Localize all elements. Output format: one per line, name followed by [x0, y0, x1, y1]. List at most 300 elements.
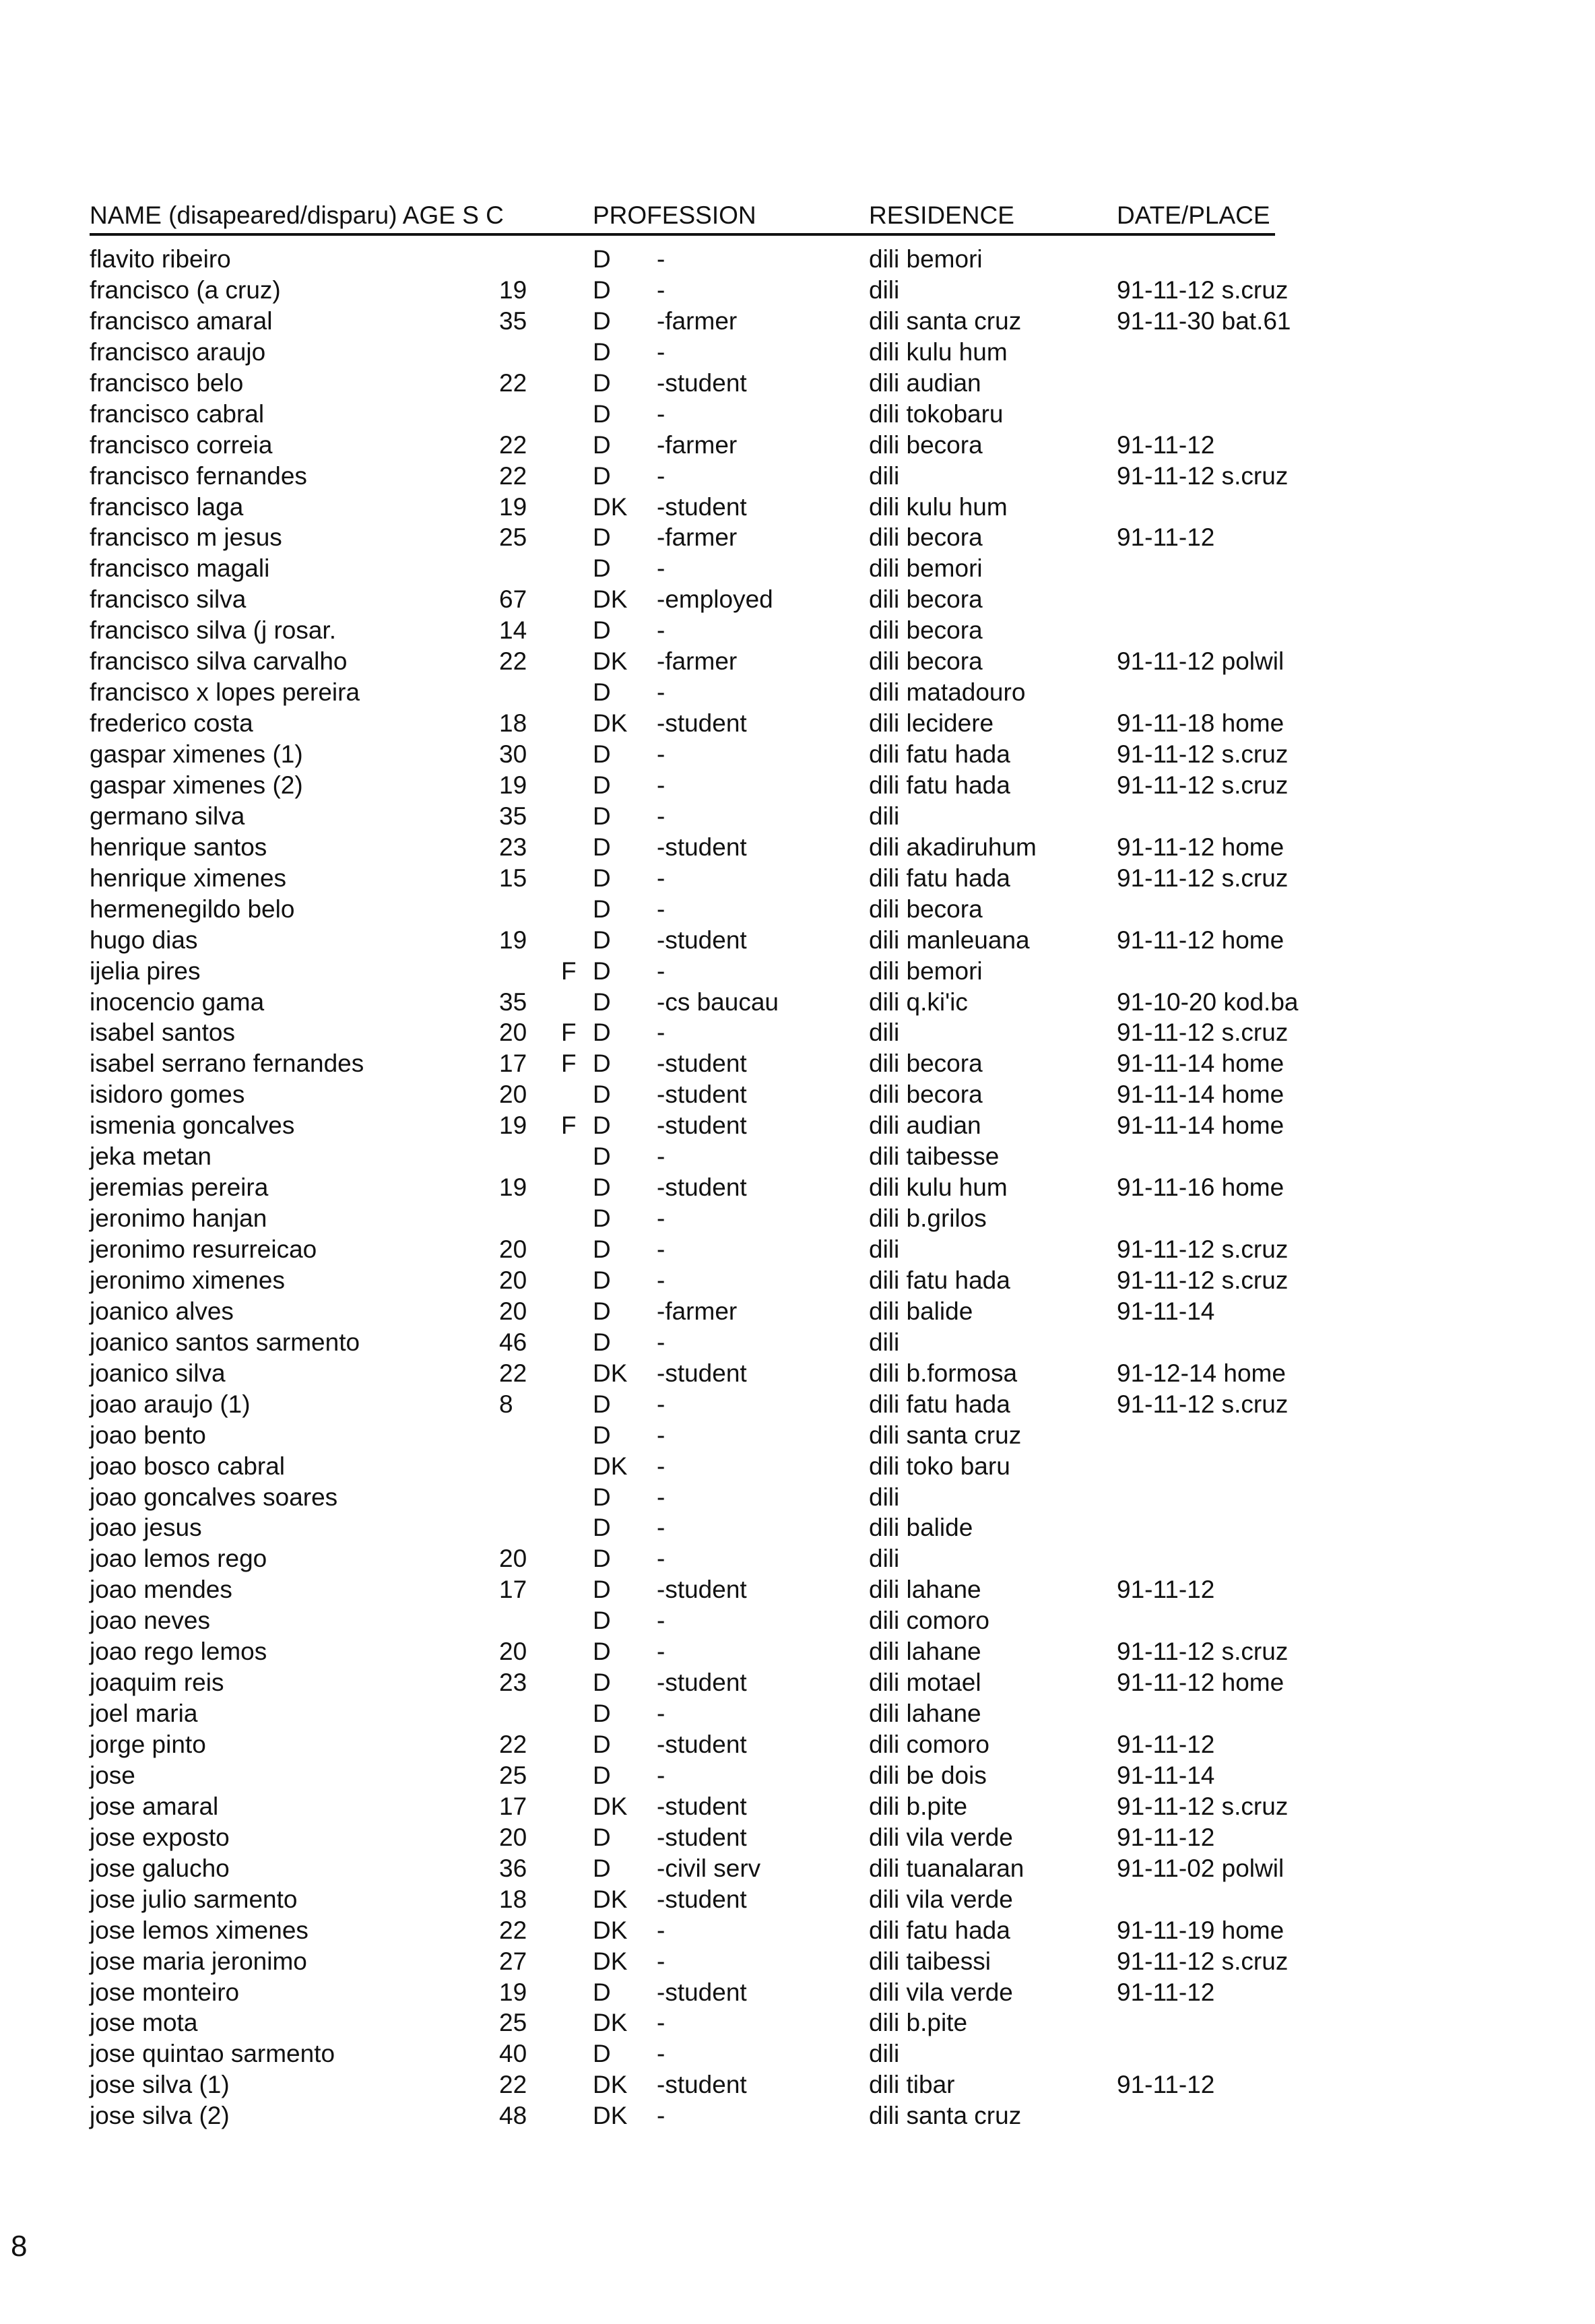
- table-row: [0, 337, 1595, 368]
- table-row: [0, 1358, 1595, 1389]
- table-row: [0, 615, 1595, 646]
- cell-code: D: [593, 1297, 611, 1325]
- cell-date-place: 91-11-12: [1117, 1823, 1215, 1851]
- cell-code: D: [593, 1761, 611, 1789]
- table-row: [0, 677, 1595, 708]
- cell-residence: dili lahane: [869, 1576, 981, 1604]
- cell-date-place: 91-11-14: [1117, 1761, 1215, 1789]
- cell-residence: dili: [869, 1019, 900, 1047]
- cell-profession: -: [657, 1421, 665, 1449]
- cell-profession: -: [657, 678, 665, 707]
- cell-date-place: 91-11-12: [1117, 1576, 1215, 1604]
- table-row: [0, 1760, 1595, 1791]
- cell-profession: -student: [657, 492, 747, 521]
- cell-age: 19: [499, 1111, 527, 1140]
- cell-code: DK: [593, 1947, 628, 1975]
- cell-date-place: 91-11-16 home: [1117, 1173, 1284, 1202]
- cell-residence: dili be dois: [869, 1761, 987, 1789]
- cell-residence: dili audian: [869, 1111, 981, 1140]
- cell-code: D: [593, 833, 611, 861]
- cell-residence: dili becora: [869, 430, 983, 459]
- cell-age: 22: [499, 1731, 527, 1758]
- cell-code: D: [593, 1266, 611, 1294]
- cell-profession: -: [657, 2102, 665, 2130]
- cell-profession: -: [657, 461, 665, 490]
- cell-age: 30: [499, 740, 527, 768]
- cell-profession: -student: [657, 1576, 747, 1604]
- cell-residence: dili taibessi: [869, 1947, 991, 1975]
- cell-code: D: [593, 1142, 611, 1171]
- cell-profession: -student: [657, 1080, 747, 1109]
- cell-profession: -: [657, 957, 665, 985]
- cell-code: D: [593, 1669, 611, 1697]
- cell-date-place: 91-11-12 s.cruz: [1117, 740, 1289, 768]
- cell-residence: dili vila verde: [869, 1978, 1013, 2006]
- cell-residence: dili matadouro: [869, 678, 1026, 707]
- cell-date-place: 91-11-12: [1117, 523, 1215, 552]
- cell-age: 22: [499, 430, 527, 459]
- cell-date-place: 91-11-12: [1117, 1731, 1215, 1758]
- cell-residence: dili: [869, 1328, 900, 1356]
- table-row: [0, 522, 1595, 553]
- cell-name: jeronimo ximenes: [90, 1266, 285, 1294]
- table-row: [0, 1203, 1595, 1234]
- cell-residence: dili tokobaru: [869, 399, 1004, 428]
- cell-residence: dili: [869, 1545, 900, 1573]
- cell-name: francisco fernandes: [90, 461, 307, 490]
- cell-code: D: [593, 1700, 611, 1728]
- cell-residence: dili becora: [869, 616, 983, 645]
- table-row: [0, 584, 1595, 615]
- cell-code: DK: [593, 1452, 628, 1480]
- cell-date-place: 91-11-12 home: [1117, 1669, 1284, 1697]
- cell-name: frederico costa: [90, 709, 253, 738]
- cell-code: D: [593, 276, 611, 304]
- table-row: [0, 306, 1595, 337]
- cell-age: 17: [499, 1792, 527, 1820]
- header-name-age-sex-code: NAME (disapeared/disparu) AGE S C: [90, 201, 504, 229]
- cell-residence: dili lahane: [869, 1638, 981, 1666]
- cell-profession: -: [657, 1916, 665, 1944]
- table-row: [0, 894, 1595, 925]
- cell-age: 27: [499, 1947, 527, 1975]
- cell-residence: dili: [869, 461, 900, 490]
- table-row: [0, 2069, 1595, 2100]
- cell-residence: dili kulu hum: [869, 492, 1008, 521]
- cell-name: joanico silva: [90, 1359, 226, 1387]
- cell-residence: dili lahane: [869, 1700, 981, 1728]
- cell-name: jose amaral: [90, 1792, 219, 1820]
- cell-date-place: 91-11-12 polwil: [1117, 647, 1284, 676]
- cell-residence: dili taibesse: [869, 1142, 1000, 1171]
- table-row: [0, 1791, 1595, 1822]
- cell-code: D: [593, 368, 611, 397]
- cell-code: D: [593, 1576, 611, 1604]
- cell-name: jose mota: [90, 2009, 198, 2037]
- cell-residence: dili b.formosa: [869, 1359, 1018, 1387]
- cell-code: D: [593, 1019, 611, 1047]
- cell-date-place: 91-11-12 s.cruz: [1117, 1019, 1289, 1047]
- cell-code: D: [593, 1638, 611, 1666]
- cell-code: D: [593, 957, 611, 985]
- cell-date-place: 91-11-12 home: [1117, 833, 1284, 861]
- cell-age: 15: [499, 864, 527, 892]
- cell-name: hugo dias: [90, 926, 198, 954]
- cell-residence: dili akadiruhum: [869, 833, 1037, 861]
- cell-profession: -student: [657, 709, 747, 738]
- cell-residence: dili bemori: [869, 245, 983, 273]
- cell-profession: -student: [657, 1978, 747, 2006]
- cell-code: D: [593, 2040, 611, 2068]
- table-row: [0, 1667, 1595, 1698]
- cell-profession: -student: [657, 368, 747, 397]
- cell-name: jeronimo resurreicao: [90, 1235, 317, 1263]
- table-row: [0, 1110, 1595, 1141]
- table-row: [0, 739, 1595, 770]
- cell-profession: -student: [657, 1731, 747, 1758]
- table-row: [0, 1141, 1595, 1172]
- cell-name: jose: [90, 1761, 135, 1789]
- cell-age: 22: [499, 1916, 527, 1944]
- table-row: [0, 1420, 1595, 1451]
- cell-profession: -student: [657, 1111, 747, 1140]
- cell-residence: dili balide: [869, 1297, 973, 1325]
- cell-residence: dili becora: [869, 1050, 983, 1078]
- cell-code: D: [593, 1111, 611, 1140]
- cell-profession: -farmer: [657, 430, 738, 459]
- table-row: [0, 1574, 1595, 1605]
- cell-profession: -student: [657, 1669, 747, 1697]
- cell-profession: -student: [657, 1792, 747, 1820]
- cell-age: 23: [499, 1669, 527, 1697]
- cell-profession: -: [657, 1761, 665, 1789]
- cell-code: DK: [593, 1885, 628, 1913]
- cell-residence: dili balide: [869, 1514, 973, 1542]
- cell-date-place: 91-11-14 home: [1117, 1080, 1284, 1109]
- cell-profession: -: [657, 337, 665, 366]
- cell-name: isabel santos: [90, 1019, 235, 1047]
- cell-name: francisco silva (j rosar.: [90, 616, 336, 645]
- cell-name: joao mendes: [90, 1576, 232, 1604]
- cell-code: DK: [593, 709, 628, 738]
- cell-name: isabel serrano fernandes: [90, 1050, 364, 1078]
- cell-code: D: [593, 1235, 611, 1263]
- table-row: [0, 1451, 1595, 1482]
- cell-code: D: [593, 926, 611, 954]
- cell-code: D: [593, 306, 611, 335]
- cell-age: 25: [499, 523, 527, 552]
- cell-date-place: 91-11-30 bat.61: [1117, 306, 1291, 335]
- table-row: [0, 399, 1595, 430]
- cell-code: D: [593, 1080, 611, 1109]
- cell-code: D: [593, 1823, 611, 1851]
- cell-date-place: 91-11-12 s.cruz: [1117, 1390, 1289, 1418]
- cell-sex: F: [561, 1050, 577, 1078]
- cell-profession: -: [657, 1607, 665, 1635]
- cell-code: D: [593, 430, 611, 459]
- table-row: [0, 1822, 1595, 1853]
- cell-profession: -: [657, 554, 665, 583]
- cell-date-place: 91-11-12 s.cruz: [1117, 1235, 1289, 1263]
- table-row: [0, 1946, 1595, 1977]
- table-row: [0, 1389, 1595, 1420]
- table-row: [0, 1543, 1595, 1574]
- cell-profession: -: [657, 276, 665, 304]
- cell-age: 8: [499, 1390, 513, 1418]
- cell-code: DK: [593, 2009, 628, 2037]
- cell-date-place: 91-11-19 home: [1117, 1916, 1284, 1944]
- cell-profession: -: [657, 802, 665, 830]
- cell-age: 19: [499, 926, 527, 954]
- cell-age: 25: [499, 1761, 527, 1789]
- cell-age: 22: [499, 1359, 527, 1387]
- cell-age: 36: [499, 1854, 527, 1882]
- cell-age: 18: [499, 1885, 527, 1913]
- table-row: [0, 1079, 1595, 1110]
- cell-residence: dili becora: [869, 523, 983, 552]
- cell-profession: -cs baucau: [657, 988, 779, 1016]
- cell-code: D: [593, 1514, 611, 1542]
- cell-age: 20: [499, 1080, 527, 1109]
- cell-sex: F: [561, 1019, 577, 1047]
- cell-name: ijelia pires: [90, 957, 201, 985]
- page-number: 8: [11, 2230, 28, 2263]
- table-row: [0, 1977, 1595, 2008]
- cell-code: D: [593, 245, 611, 273]
- cell-date-place: 91-11-12: [1117, 2071, 1215, 2099]
- cell-sex: F: [561, 1111, 577, 1140]
- cell-code: D: [593, 1545, 611, 1573]
- table-row: [0, 1296, 1595, 1327]
- table-row: [0, 1853, 1595, 1884]
- cell-name: joao neves: [90, 1607, 210, 1635]
- cell-code: D: [593, 740, 611, 768]
- cell-residence: dili b.grilos: [869, 1204, 987, 1233]
- cell-residence: dili q.ki'ic: [869, 988, 968, 1016]
- cell-age: 20: [499, 1545, 527, 1573]
- cell-residence: dili fatu hada: [869, 1390, 1010, 1418]
- cell-name: francisco magali: [90, 554, 270, 583]
- table-row: [0, 368, 1595, 399]
- cell-code: D: [593, 1978, 611, 2006]
- cell-date-place: 91-10-20 kod.ba: [1117, 988, 1299, 1016]
- cell-profession: -student: [657, 1173, 747, 1202]
- cell-date-place: 91-11-02 polwil: [1117, 1854, 1284, 1882]
- cell-age: 20: [499, 1235, 527, 1263]
- cell-date-place: 91-11-12 s.cruz: [1117, 461, 1289, 490]
- cell-residence: dili comoro: [869, 1607, 989, 1635]
- cell-residence: dili b.pite: [869, 1792, 968, 1820]
- table-row: [0, 1915, 1595, 1946]
- cell-name: henrique santos: [90, 833, 267, 861]
- cell-code: D: [593, 1050, 611, 1078]
- table-row: [0, 708, 1595, 739]
- cell-age: 23: [499, 833, 527, 861]
- cell-age: 20: [499, 1823, 527, 1851]
- cell-age: 35: [499, 802, 527, 830]
- cell-code: D: [593, 1204, 611, 1233]
- cell-profession: -student: [657, 2071, 747, 2099]
- cell-profession: -student: [657, 1823, 747, 1851]
- table-row: [0, 1884, 1595, 1915]
- cell-profession: -farmer: [657, 523, 738, 552]
- cell-age: 20: [499, 1638, 527, 1666]
- cell-name: germano silva: [90, 802, 245, 830]
- cell-code: DK: [593, 585, 628, 614]
- cell-name: ismenia goncalves: [90, 1111, 295, 1140]
- table-header: [90, 199, 1275, 236]
- cell-profession: -: [657, 1266, 665, 1294]
- cell-code: D: [593, 771, 611, 799]
- cell-code: DK: [593, 2102, 628, 2130]
- cell-profession: -: [657, 1142, 665, 1171]
- cell-code: D: [593, 1731, 611, 1758]
- cell-name: inocencio gama: [90, 988, 265, 1016]
- cell-profession: -civil serv: [657, 1854, 761, 1882]
- table-row: [0, 1048, 1595, 1079]
- cell-date-place: 91-11-12 home: [1117, 926, 1284, 954]
- cell-age: 19: [499, 771, 527, 799]
- cell-residence: dili kulu hum: [869, 337, 1008, 366]
- cell-name: jose silva (1): [90, 2071, 230, 2099]
- table-row: [0, 987, 1595, 1018]
- cell-name: joaquim reis: [90, 1669, 224, 1697]
- cell-residence: dili santa cruz: [869, 306, 1022, 335]
- cell-date-place: 91-11-14 home: [1117, 1050, 1284, 1078]
- cell-age: 22: [499, 461, 527, 490]
- cell-name: flavito ribeiro: [90, 245, 231, 273]
- cell-residence: dili b.pite: [869, 2009, 968, 2037]
- cell-code: D: [593, 1328, 611, 1356]
- table-row: [0, 553, 1595, 584]
- cell-residence: dili vila verde: [869, 1885, 1013, 1913]
- cell-profession: -: [657, 1638, 665, 1666]
- cell-residence: dili motael: [869, 1669, 981, 1697]
- table-row: [0, 1017, 1595, 1048]
- cell-residence: dili bemori: [869, 554, 983, 583]
- cell-name: isidoro gomes: [90, 1080, 245, 1109]
- cell-profession: -student: [657, 1359, 747, 1387]
- cell-name: joao goncalves soares: [90, 1483, 338, 1511]
- cell-profession: -: [657, 399, 665, 428]
- cell-name: joao rego lemos: [90, 1638, 267, 1666]
- cell-age: 19: [499, 1978, 527, 2006]
- cell-profession: -: [657, 2040, 665, 2068]
- table-row: [0, 925, 1595, 956]
- cell-profession: -farmer: [657, 647, 738, 676]
- cell-profession: -: [657, 895, 665, 923]
- cell-residence: dili fatu hada: [869, 771, 1010, 799]
- cell-age: 20: [499, 1297, 527, 1325]
- table-row: [0, 770, 1595, 801]
- cell-code: DK: [593, 1792, 628, 1820]
- cell-residence: dili becora: [869, 647, 983, 676]
- cell-age: 14: [499, 616, 527, 645]
- cell-date-place: 91-11-12: [1117, 430, 1215, 459]
- cell-residence: dili kulu hum: [869, 1173, 1008, 1202]
- cell-code: DK: [593, 1916, 628, 1944]
- table-row: [0, 2038, 1595, 2069]
- cell-code: D: [593, 1607, 611, 1635]
- cell-age: 25: [499, 2009, 527, 2037]
- cell-residence: dili fatu hada: [869, 1266, 1010, 1294]
- cell-age: 20: [499, 1266, 527, 1294]
- cell-name: joao jesus: [90, 1514, 202, 1542]
- cell-age: 48: [499, 2102, 527, 2130]
- table-row: [0, 1512, 1595, 1543]
- cell-name: francisco amaral: [90, 306, 273, 335]
- cell-date-place: 91-11-12 s.cruz: [1117, 864, 1289, 892]
- cell-profession: -: [657, 1483, 665, 1511]
- table-row: [0, 461, 1595, 492]
- cell-age: 19: [499, 276, 527, 304]
- table-row: [0, 646, 1595, 677]
- cell-residence: dili toko baru: [869, 1452, 1010, 1480]
- cell-date-place: 91-11-14 home: [1117, 1111, 1284, 1140]
- cell-profession: -: [657, 1328, 665, 1356]
- cell-name: jose monteiro: [90, 1978, 240, 2006]
- cell-residence: dili becora: [869, 895, 983, 923]
- cell-name: joao bento: [90, 1421, 206, 1449]
- cell-profession: -: [657, 245, 665, 273]
- cell-code: D: [593, 399, 611, 428]
- cell-profession: -: [657, 1947, 665, 1975]
- cell-profession: -: [657, 1204, 665, 1233]
- cell-name: francisco belo: [90, 368, 244, 397]
- cell-residence: dili becora: [869, 585, 983, 614]
- cell-code: DK: [593, 1359, 628, 1387]
- cell-profession: -: [657, 1700, 665, 1728]
- cell-name: francisco x lopes pereira: [90, 678, 360, 707]
- cell-residence: dili tuanalaran: [869, 1854, 1024, 1882]
- cell-profession: -farmer: [657, 1297, 738, 1325]
- header-residence: RESIDENCE: [869, 201, 1014, 229]
- table-row: [0, 1327, 1595, 1358]
- cell-date-place: 91-11-12 s.cruz: [1117, 1266, 1289, 1294]
- table-row: [0, 1698, 1595, 1729]
- cell-name: joao araujo (1): [90, 1390, 251, 1418]
- cell-profession: -: [657, 740, 665, 768]
- cell-name: gaspar ximenes (1): [90, 740, 303, 768]
- cell-profession: -: [657, 864, 665, 892]
- cell-date-place: 91-11-12: [1117, 1978, 1215, 2006]
- cell-code: D: [593, 864, 611, 892]
- cell-profession: -: [657, 1235, 665, 1263]
- cell-code: DK: [593, 492, 628, 521]
- cell-date-place: 91-11-12 s.cruz: [1117, 771, 1289, 799]
- cell-age: 67: [499, 585, 527, 614]
- cell-name: francisco (a cruz): [90, 276, 281, 304]
- cell-profession: -: [657, 1390, 665, 1418]
- cell-age: 19: [499, 492, 527, 521]
- cell-name: joao bosco cabral: [90, 1452, 286, 1480]
- cell-residence: dili fatu hada: [869, 1916, 1010, 1944]
- cell-name: joanico santos sarmento: [90, 1328, 360, 1356]
- cell-profession: -: [657, 1545, 665, 1573]
- table-row: [0, 492, 1595, 523]
- cell-residence: dili becora: [869, 1080, 983, 1109]
- table-row: [0, 1172, 1595, 1203]
- cell-name: gaspar ximenes (2): [90, 771, 303, 799]
- table-row: [0, 1636, 1595, 1667]
- cell-age: 19: [499, 1173, 527, 1202]
- cell-date-place: 91-11-12 s.cruz: [1117, 1792, 1289, 1820]
- cell-date-place: 91-11-14: [1117, 1297, 1215, 1325]
- cell-name: jose julio sarmento: [90, 1885, 298, 1913]
- cell-profession: -student: [657, 833, 747, 861]
- cell-code: D: [593, 1173, 611, 1202]
- cell-age: 18: [499, 709, 527, 738]
